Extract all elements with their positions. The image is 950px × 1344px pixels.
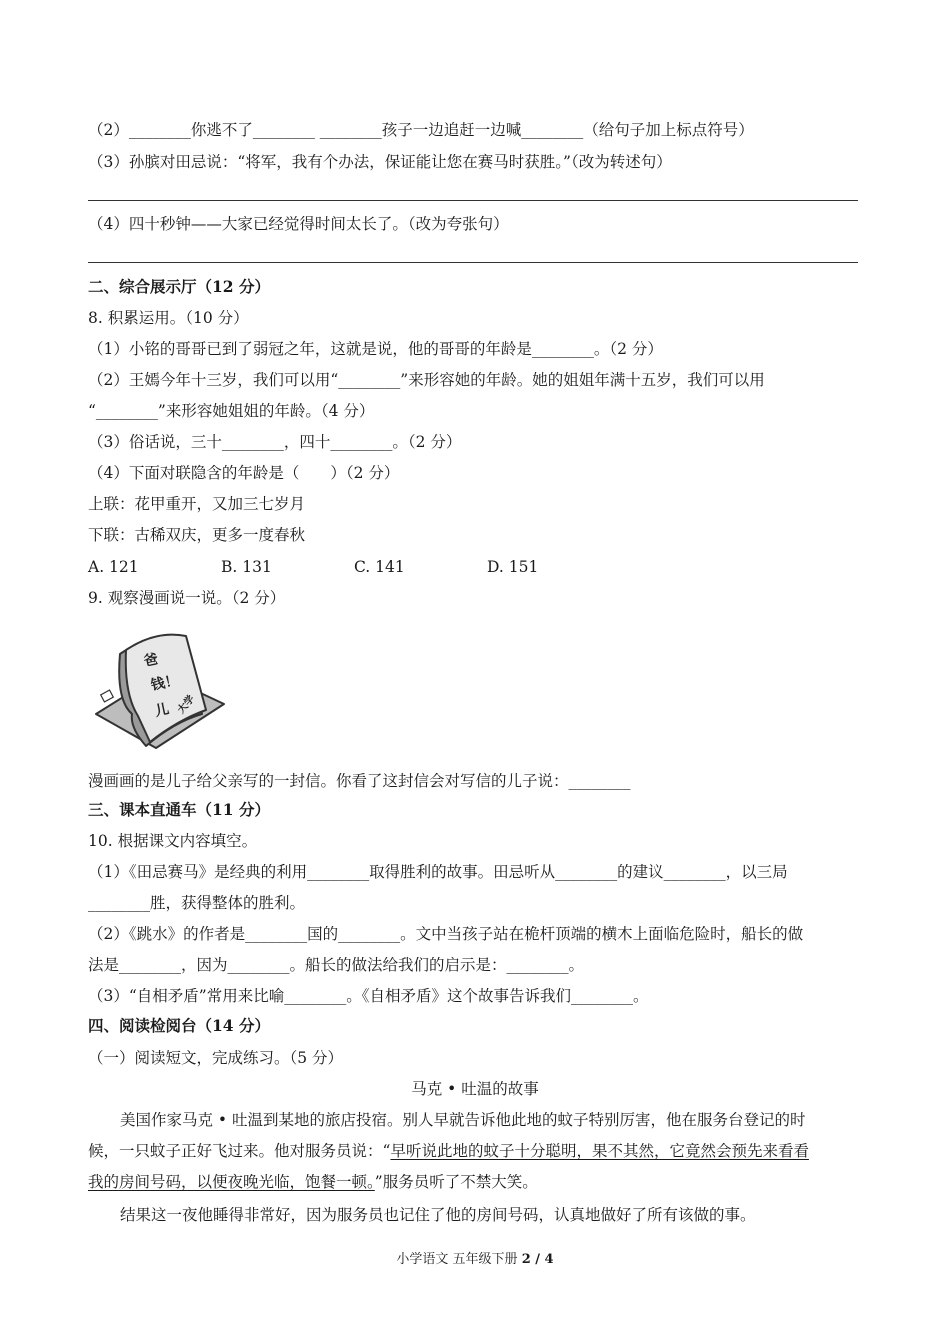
- answer-options: [88, 557, 620, 577]
- story-text: ”服务员听了不禁大笑。: [374, 1173, 538, 1191]
- underlined-sentence: 我的房间号码，以便夜晚光临，饱餐一顿。: [88, 1173, 375, 1191]
- question-item: （2）《跳水》的作者是________国的________。文中当孩子站在桅杆顶端的横木上面临危险时，船长的做: [88, 925, 804, 943]
- question-title: 8. 积累运用。（10 分）: [88, 309, 249, 327]
- question-item: “________”来形容她姐姐的年龄。（4 分）: [88, 402, 375, 420]
- q7-item-2: （2）________你逃不了________ ________孩子一边追赶一边喊________（给句子加上标点符号）: [88, 121, 754, 139]
- option-c: C. 141: [354, 558, 405, 576]
- cartoon-char: 大学: [175, 693, 198, 716]
- answer-line: [88, 262, 858, 263]
- cartoon-char: 爸: [142, 651, 160, 670]
- story-text: 候，一只蚊子正好飞过来。他对服务员说：“: [88, 1142, 391, 1160]
- couplet-lower: 下联：古稀双庆，更多一度春秋: [88, 526, 306, 544]
- option-a: A. 121: [88, 558, 139, 576]
- letter-cartoon: [90, 630, 230, 755]
- page-number: 2 / 4: [521, 1252, 554, 1267]
- question-item: （1）《田忌赛马》是经典的利用________取得胜利的故事。田忌听从________的建议________，以三局: [88, 863, 788, 881]
- story-line: [88, 1141, 809, 1161]
- question-title: 10. 根据课文内容填空。: [88, 832, 258, 850]
- section-heading: 四、阅读检阅台（14 分）: [88, 1016, 270, 1035]
- section-heading: 二、综合展示厅（12 分）: [88, 277, 270, 296]
- question-item: 漫画画的是儿子给父亲写的一封信。你看了这封信会对写信的儿子说：________: [88, 772, 631, 790]
- story-paragraph: 结果这一夜他睡得非常好，因为服务员也记住了他的房间号码，认真地做好了所有该做的事。: [120, 1206, 756, 1224]
- section-heading: 三、课本直通车（11 分）: [88, 800, 270, 819]
- page-footer: [0, 1248, 950, 1267]
- question-item: 法是________，因为________。船长的做法给我们的启示是：________。: [88, 956, 585, 974]
- couplet-upper: 上联：花甲重开，又加三七岁月: [88, 495, 306, 513]
- question-item: （3）俗话说，三十________，四十________。（2 分）: [88, 433, 462, 451]
- story-title: 马克 • 吐温的故事: [411, 1080, 539, 1098]
- question-item: （1）小铭的哥哥已到了弱冠之年，这就是说，他的哥哥的年龄是________。（2 分）: [88, 340, 663, 358]
- cartoon-char: 钱！: [149, 672, 181, 694]
- question-item: （3）“自相矛盾”常用来比喻________。《自相矛盾》这个故事告诉我们________。: [88, 987, 649, 1005]
- question-item: （4）下面对联隐含的年龄是（ ）（2 分）: [88, 464, 400, 482]
- option-d: D. 151: [487, 558, 539, 576]
- option-b: B. 131: [221, 558, 272, 576]
- answer-line: [88, 200, 858, 201]
- question-item: ________胜，获得整体的胜利。: [88, 894, 306, 912]
- story-line: [88, 1172, 538, 1192]
- story-paragraph: 美国作家马克 • 吐温到某地的旅店投宿。别人早就告诉他此地的蚊子特别厉害，他在服务台登记的时: [120, 1111, 806, 1129]
- cartoon-char: 儿: [153, 701, 171, 720]
- reading-part-title: （一）阅读短文，完成练习。（5 分）: [88, 1049, 344, 1067]
- question-item: （2）王嫣今年十三岁，我们可以用“________”来形容她的年龄。她的姐姐年满十五岁，我们可以用: [88, 371, 765, 389]
- underlined-sentence: 早听说此地的蚊子十分聪明，果不其然，它竟然会预先来看看: [390, 1142, 809, 1160]
- q7-item-4: （4）四十秒钟——大家已经觉得时间太长了。（改为夸张句）: [88, 215, 509, 233]
- question-title: 9. 观察漫画说一说。（2 分）: [88, 589, 286, 607]
- q7-item-3: （3）孙膑对田忌说：“将军，我有个办法，保证能让您在赛马时获胜。”（改为转述句）: [88, 153, 672, 171]
- footer-subject: 小学语文 五年级下册: [396, 1252, 522, 1267]
